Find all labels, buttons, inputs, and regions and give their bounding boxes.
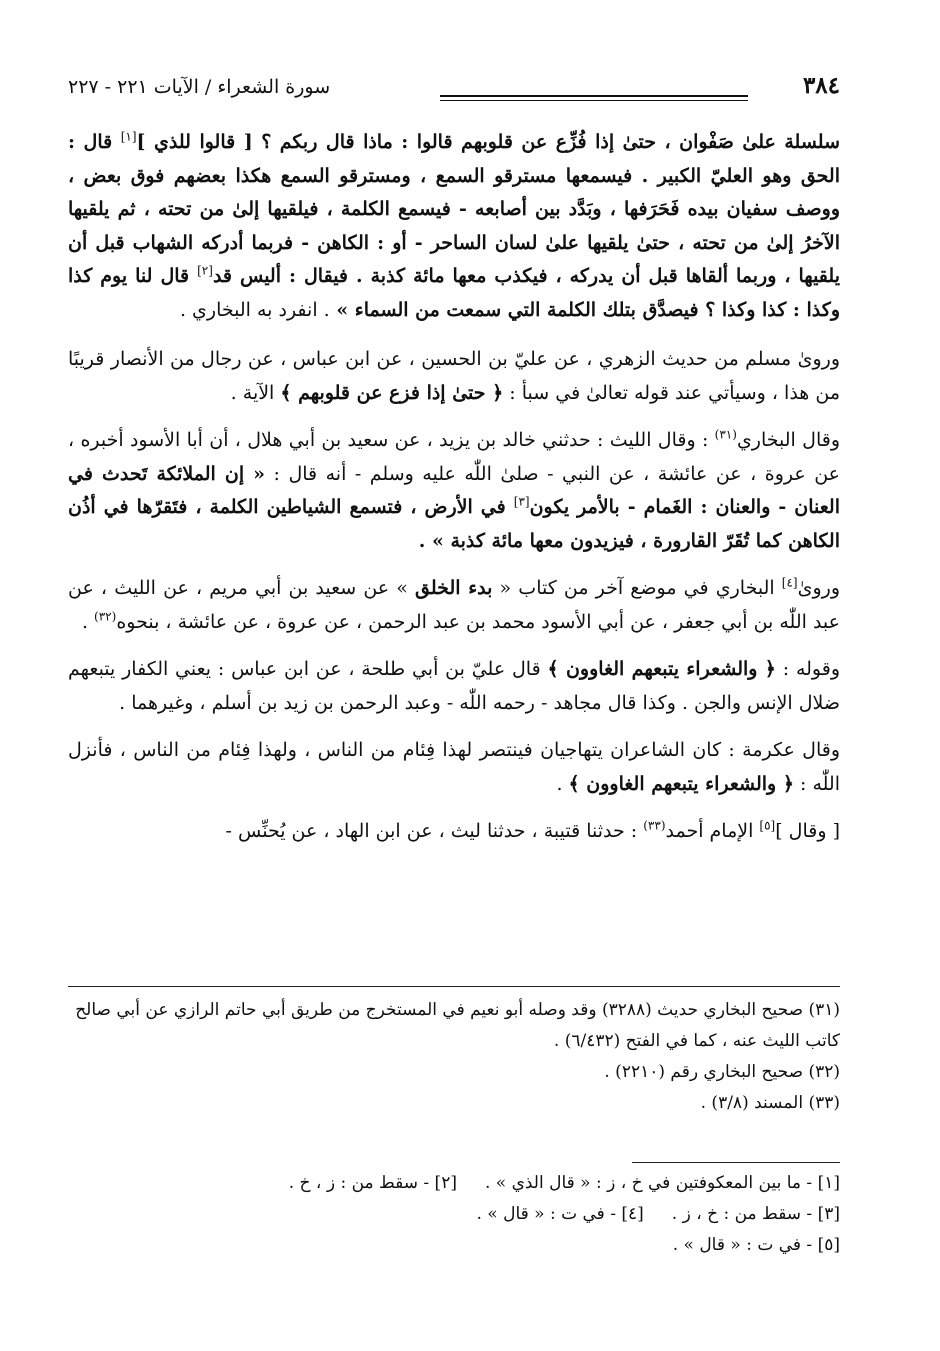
paragraph-text: البخاري في موضع آخر من كتاب « (492, 577, 782, 599)
hadith-text: قال لنا يوم كذا وكذا : كذا وكذا ؟ فيصدَّق بتلك الكلمة التي سمعت من السماء » (68, 265, 840, 321)
variant-ref-4: [٤] (781, 575, 798, 590)
paragraph-text: » عن سعيد بن أبي مريم ، عن الليث ، عن عبد اللّٰه بن أبي جعفر ، عن أبي الأسود محمد بن عبد الرحمن ، عن عروة ، عن عائشة ، بنحوه (68, 577, 840, 633)
variant-ref-5: [٥] (759, 818, 776, 833)
variant-ref-1: [١] (120, 129, 137, 144)
paragraph-text: وقال البخاري (736, 429, 841, 451)
hadith-text: « إن الملائكة تَحدث في العنان - والعنان : الغَمام - بالأمر يكون (68, 462, 841, 518)
hadith-text: في الأرض ، فتسمع الشياطين الكلمة ، فتَقرّها في أذُن الكاهن كما تُقَرّ القارورة ، فيزيدون معها مائة كذبة » . (68, 496, 840, 552)
paragraph-text: وقوله : (775, 658, 841, 680)
paragraph-text: [ وقال ] (775, 820, 840, 842)
header-rule (440, 95, 748, 97)
paragraph-7 (68, 815, 840, 849)
header-rule-thin (440, 100, 748, 101)
variant-note-3: [٣] - سقط من : خ ، ز . (671, 1204, 840, 1224)
paragraph-6 (68, 734, 840, 801)
variant-ref-2: [٢] (197, 263, 213, 278)
paragraph-5 (68, 653, 840, 720)
variant-notes-row (68, 1199, 840, 1230)
notes-separator (632, 1162, 840, 1163)
main-text (68, 126, 840, 863)
footnote-33: (٣٣) المسند (٣/٨) . (700, 1093, 840, 1113)
paragraph-4 (68, 572, 840, 639)
variant-note-1: [١] - ما بين المعكوفتين في خ ، ز : « قال الذي » . (484, 1173, 840, 1193)
narration-note: . انفرد به البخاري . (179, 298, 330, 321)
paragraph-text: الإمام أحمد (665, 820, 760, 842)
paragraph-text: . (556, 772, 569, 795)
footnote-ref-33: (٣٣) (643, 818, 666, 833)
paragraph-text: الآية . (230, 381, 281, 404)
variant-note-2: [٢] - سقط من : ز ، خ . (288, 1173, 457, 1193)
footnote-32: (٣٢) صحيح البخاري رقم (٢٢١٠) . (604, 1062, 840, 1082)
book-title: بدء الخلق (415, 577, 493, 599)
quran-verse: ﴿ والشعراء يتبعهم الغاوون ﴾ (568, 772, 794, 795)
paragraph-text: وروىٰ مسلم من حديث الزهري ، عن عليّ بن الحسين ، عن ابن عباس ، عن رجال من الأنصار قريبًا من هذا ، وسيأتي عند قوله تعالىٰ في سبأ : (68, 348, 840, 404)
paragraph-text: : وقال الليث : حدثني خالد بن يزيد ، عن سعيد بن أبي هلال ، أن أبا الأسود أخبره ، عن عروة ، عن عائشة ، عن النبي - صلىٰ اللّٰه عليه وسلم - أنه قال : (68, 429, 840, 485)
page-header (68, 72, 840, 106)
variant-note-5: [٥] - في ت : « قال » . (672, 1235, 840, 1255)
paragraph-text: . (81, 610, 95, 633)
footnote-ref-32: (٣٢) (94, 609, 117, 624)
variant-notes-row (68, 1168, 840, 1199)
footnotes (68, 986, 840, 1119)
variant-notes (68, 1168, 840, 1261)
paragraph-3 (68, 424, 840, 558)
paragraph-1 (68, 126, 840, 327)
running-title: سورة الشعراء / الآيات ٢٢١ - ٢٢٧ (68, 76, 331, 98)
paragraph-text: وروىٰ (797, 577, 841, 599)
hadith-text: سلسلة علىٰ صَفْوان ، حتىٰ إذا فُزِّع عن قلوبهم قالوا : ماذا قال ربكم ؟ [ قالوا للذي ] (136, 131, 841, 153)
paragraph-text: وقال عكرمة : كان الشاعران يتهاجيان فينتصر لهذا فِئام من الناس ، ولهذا فِئام من الناس ، فأنزل اللّٰه : (68, 739, 840, 795)
page-number: ٣٨٤ (802, 72, 840, 99)
paragraph-2 (68, 343, 840, 410)
hadith-text: قال : الحق وهو العليّ الكبير . فيسمعها مسترقو السمع ، ومسترقو السمع هكذا بعضهم فوق بعض ، ووصف سفيان بيده فَحَرَفها ، وبَدَّد بين أصابعه - فيسمع الكلمة ، فيلقيها إلىٰ من تحته ، ثم يلقيها الآخرُ إلىٰ من تحته ، حتىٰ يلقيها علىٰ لسان الساحر - أو : الكاهن - فربما أدركه الشهاب قبل أن يلقيها ، وربما ألقاها قبل أن يدركه ، فيكذب معها مائة كذبة . فيقال : أليس قد (68, 131, 841, 287)
paragraph-text: قال عليّ بن أبي طلحة ، عن ابن عباس : يعني الكفار يتبعهم ضلال الإنس والجن . وكذا قال مجاهد - رحمه اللّٰه - وعبد الرحمن بن زيد بن أسلم ، وغيرهما . (68, 658, 840, 714)
paragraph-text: : حدثنا قتيبة ، حدثنا ليث ، عن ابن الهاد ، عن يُحنِّس - (225, 820, 644, 842)
footnote-31: (٣١) صحيح البخاري حديث (٣٢٨٨) وقد وصله أبو نعيم في المستخرج من طريق أبي حاتم الرازي عن أبي صالح كاتب الليث عنه ، كما في الفتح (٦/٤٣٢) . (75, 1000, 840, 1051)
footnote-ref-31: (٣١) (714, 427, 737, 442)
quran-verse: ﴿ والشعراء يتبعهم الغاوون ﴾ (547, 658, 776, 680)
quran-verse: ﴿ حتىٰ إذا فزع عن قلوبهم ﴾ (280, 381, 504, 404)
variant-notes-row (68, 1230, 840, 1261)
variant-note-4: [٤] - في ت : « قال » . (476, 1204, 644, 1224)
variant-ref-3: [٣] (513, 494, 530, 509)
